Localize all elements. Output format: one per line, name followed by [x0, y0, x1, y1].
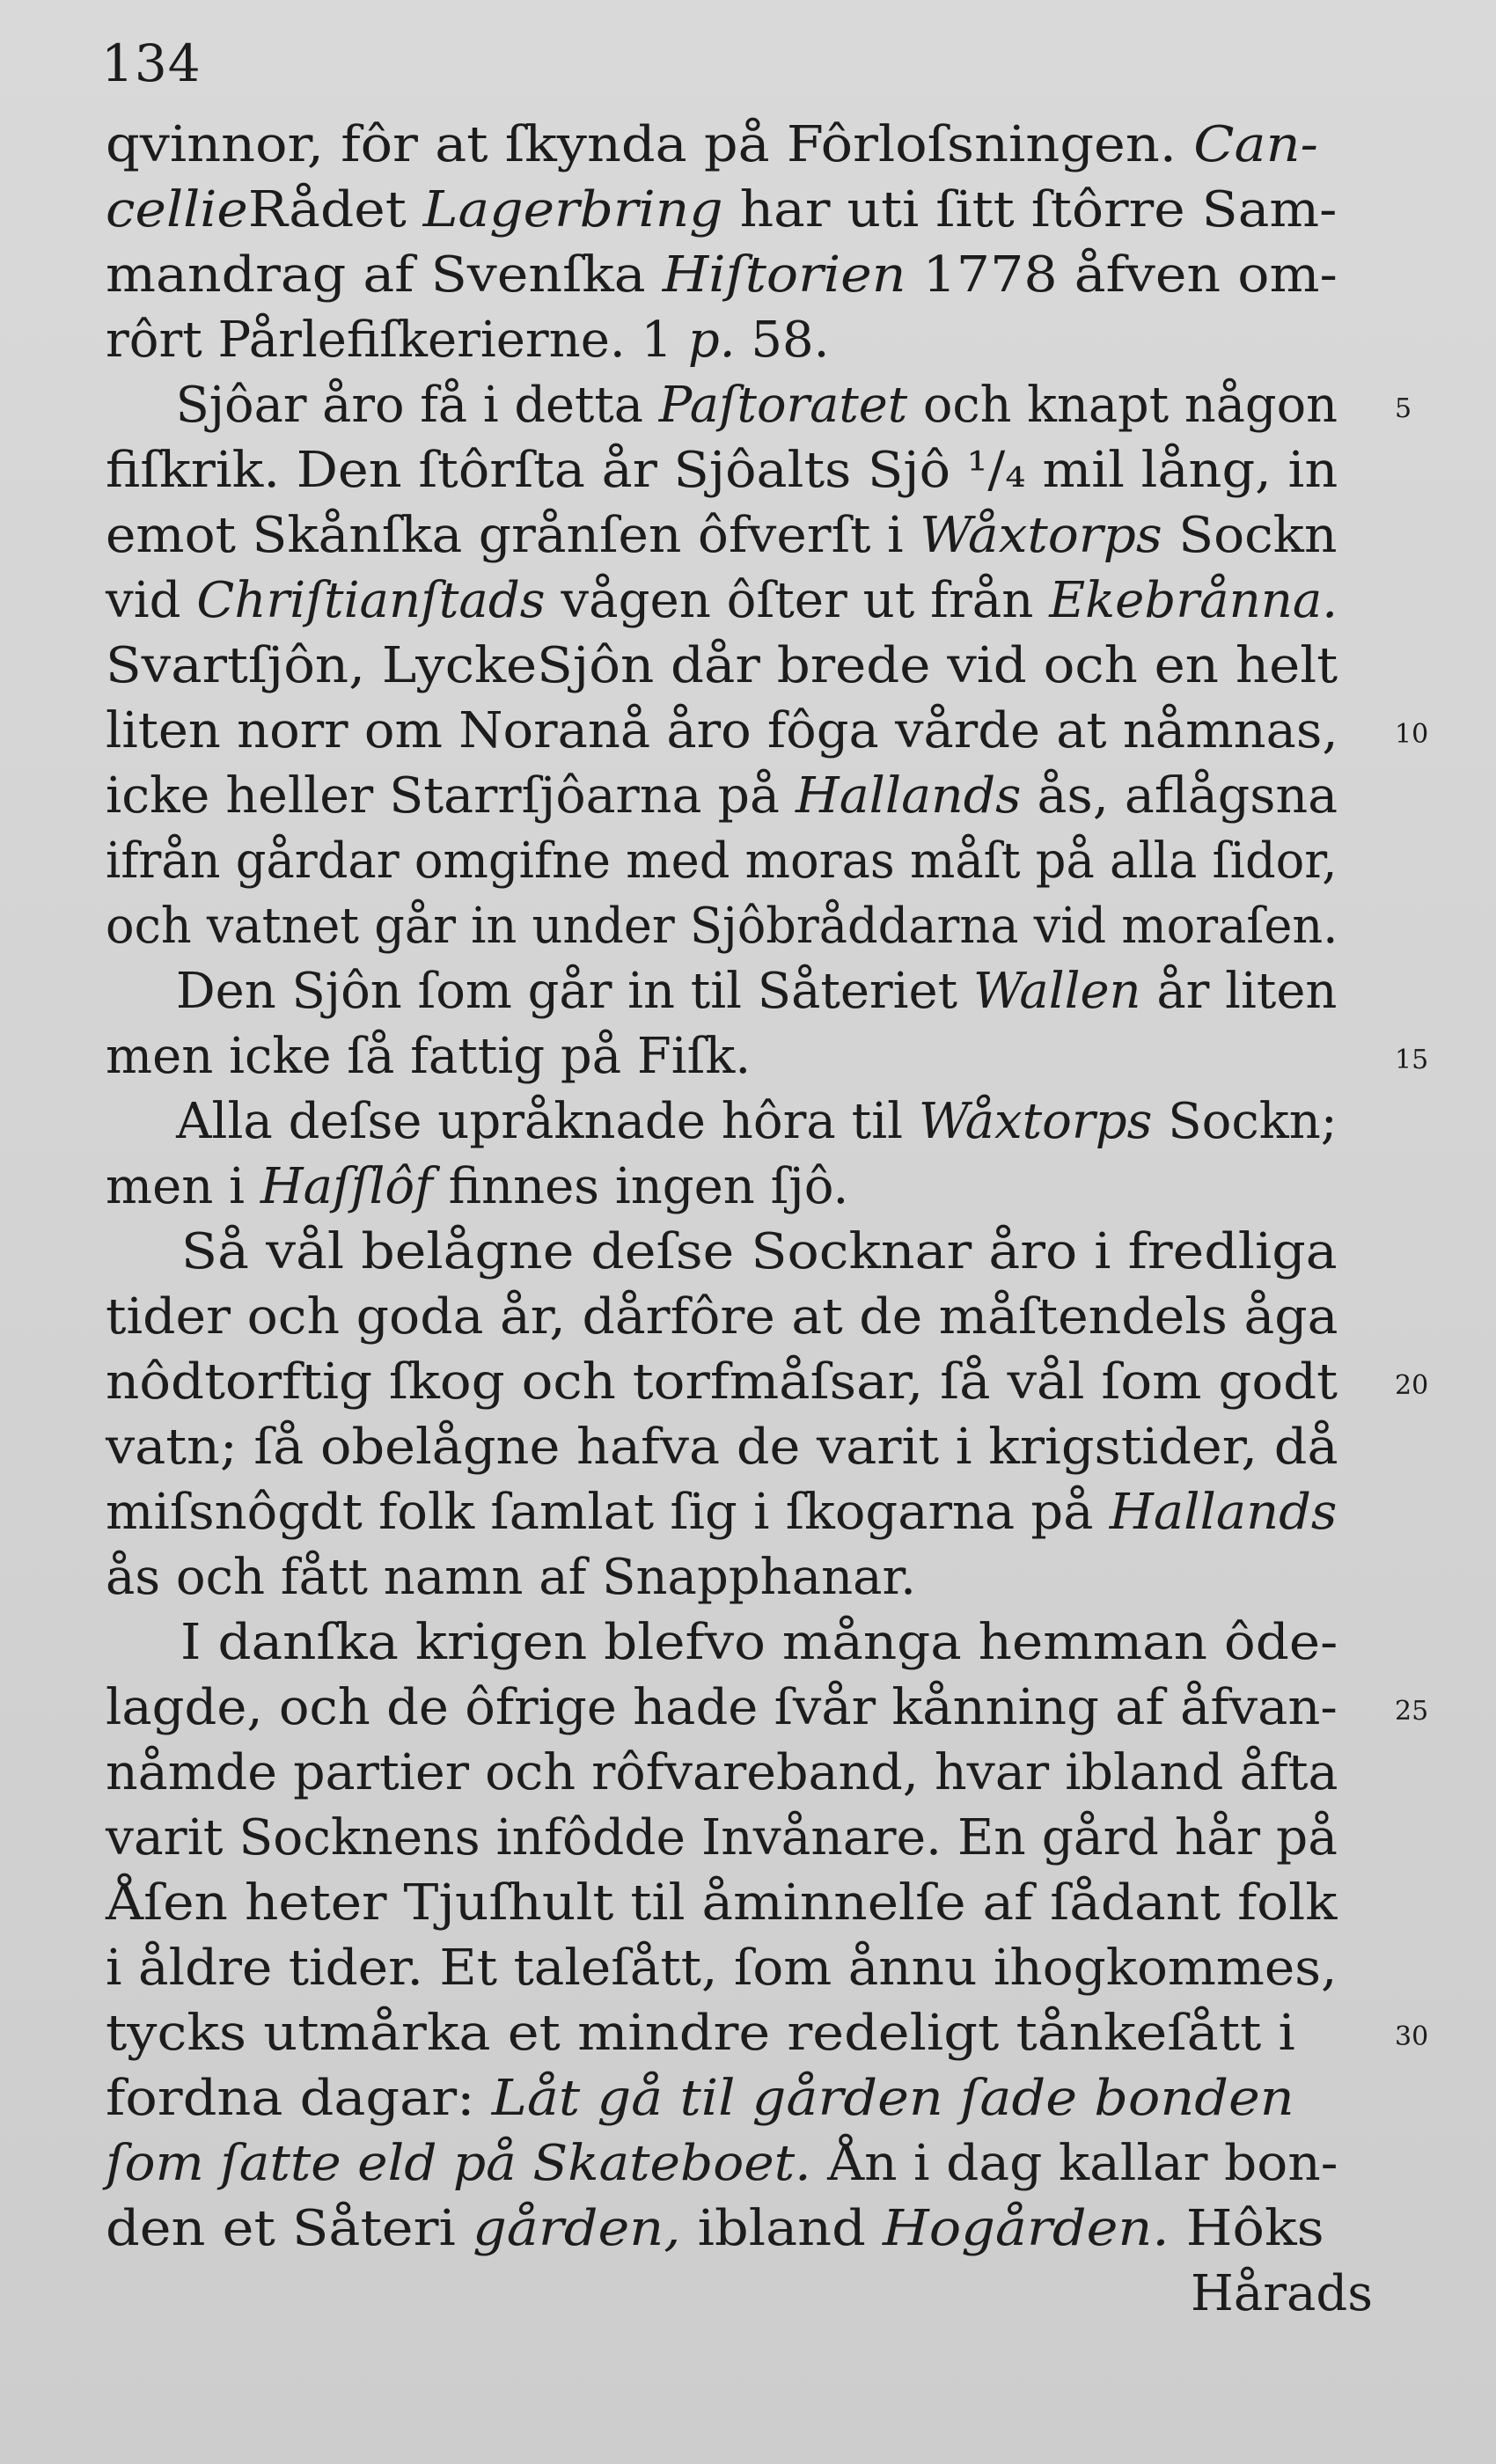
roman-text: Åſen heter Tjuſhult til åminnelſe af ſådant folk [106, 1874, 1338, 1932]
roman-text: Sjôar åro få i detta [175, 377, 659, 434]
text-line [106, 438, 1390, 503]
roman-text: år liten [1140, 963, 1338, 1020]
roman-text: den et Såteri [106, 2200, 473, 2257]
text-line [106, 2262, 1390, 2327]
text-line [106, 894, 1390, 959]
line-content [106, 959, 1337, 1024]
line-content [106, 1610, 1338, 1676]
roman-text: vid [106, 572, 197, 629]
text-line [106, 1220, 1390, 1285]
text-line [106, 829, 1390, 894]
line-content [106, 894, 1338, 959]
roman-text: I danſka krigen blefvo många hemman ôde- [180, 1614, 1338, 1671]
italic-text: Hallands [1109, 1484, 1338, 1541]
roman-text: Rådet [247, 181, 423, 238]
line-content [106, 1024, 751, 1089]
line-content [106, 308, 829, 373]
roman-text: ifrån gårdar omgifne med moras måſt på alla ſidor, [106, 832, 1338, 890]
text-line [106, 2001, 1429, 2066]
italic-text: gården, [473, 2200, 681, 2257]
line-content [106, 1089, 1338, 1155]
line-content [106, 568, 1338, 634]
line-number-marker: 25 [1395, 1696, 1429, 1727]
line-content [106, 2262, 1390, 2327]
italic-text: Wåxtorps [920, 507, 1162, 564]
roman-text: liten norr om Noranå åro fôga vårde at nåmnas, [106, 702, 1338, 759]
italic-text: Ekebrånna. [1049, 572, 1338, 629]
text-line [106, 959, 1390, 1024]
roman-text: har uti ſitt ſtôrre Sam- [722, 181, 1338, 238]
text-line [106, 1610, 1390, 1676]
italic-text: cellie [106, 181, 248, 238]
text-line [106, 178, 1390, 243]
roman-text: emot Skånſka grånſen ôfverſt i [106, 507, 920, 564]
roman-text: 1778 åfven om- [906, 246, 1338, 304]
text-line [106, 1741, 1390, 1806]
roman-text: Alla deſse upråknade hôra til [176, 1093, 919, 1150]
roman-text: tycks utmårka et mindre redeligt tånkeſått i [106, 2005, 1295, 2062]
line-content [106, 2066, 1294, 2131]
italic-text: p. [687, 312, 736, 369]
italic-text: Can- [1193, 116, 1318, 173]
roman-text: men i [106, 1158, 260, 1215]
roman-text: Sockn [1162, 507, 1338, 564]
roman-text: Hôks [1169, 2200, 1324, 2257]
line-content [106, 1415, 1338, 1480]
roman-text: i åldre tider. Et taleſått, ſom ånnu ihogkommes, [106, 1940, 1338, 1997]
roman-text: rôrt Pårlefiſkerierne. 1 [106, 312, 688, 369]
text-line [106, 113, 1390, 178]
text-line [106, 764, 1390, 829]
roman-text: Den Sjôn ſom går in til Såteriet [175, 963, 973, 1020]
roman-text: ibland [680, 2200, 884, 2257]
roman-text: qvinnor, fôr at ſkynda på Fôrloſsningen. [106, 116, 1194, 173]
line-content [106, 1350, 1338, 1415]
text-line [106, 308, 1390, 373]
line-number-marker: 10 [1395, 719, 1429, 750]
text-line [106, 699, 1429, 764]
line-content [106, 1480, 1337, 1545]
roman-text: vatn; ſå obelågne hafva de varit i krigstider, då [106, 1419, 1338, 1476]
text-line [106, 1545, 1390, 1610]
line-content [106, 1545, 916, 1610]
italic-text: Wåxtorps [918, 1093, 1153, 1150]
line-number-marker: 20 [1395, 1370, 1429, 1401]
text-line [106, 1480, 1390, 1545]
text-line [106, 2066, 1390, 2131]
roman-text: finnes ingen ſjô. [432, 1158, 849, 1215]
roman-text: ås, aflågsna [1021, 767, 1338, 825]
italic-text: Haſſlôf [260, 1158, 433, 1215]
italic-text: Wallen [972, 963, 1141, 1020]
roman-text: Svartſjôn, LyckeSjôn dår brede vid och en helt [106, 637, 1338, 694]
line-content [106, 1936, 1337, 2001]
roman-text: och knapt någon [907, 377, 1338, 434]
roman-text: Hårads [1191, 2265, 1373, 2322]
text-line [106, 1285, 1390, 1350]
roman-text: Så vål belågne deſse Socknar åro i fredliga [180, 1223, 1338, 1280]
line-content [106, 178, 1337, 243]
italic-text: Chriſtianſtads [196, 572, 546, 629]
line-content [106, 438, 1338, 503]
roman-text: och vatnet går in under Sjôbråddarna vid moraſen. [106, 898, 1338, 955]
text-line [106, 1155, 1390, 1220]
roman-text: varit Socknens infôdde Invånare. En gård hår på [106, 1809, 1338, 1866]
italic-text: Paſtoratet [658, 377, 908, 434]
line-content [106, 243, 1338, 308]
text-line [106, 1350, 1429, 1415]
line-number-marker: 5 [1395, 393, 1412, 424]
line-content [106, 1676, 1338, 1741]
roman-text: icke heller Starrſjôarna på [106, 767, 796, 825]
italic-text: Lagerbring [422, 181, 723, 238]
roman-text: lagde, och de ôfrige hade ſvår kånning af åfvan- [106, 1679, 1338, 1736]
line-content [106, 113, 1318, 178]
line-content [106, 1285, 1338, 1350]
text-line [106, 1871, 1390, 1936]
roman-text: 58. [735, 312, 830, 369]
roman-text: tider och goda år, dårfôre at de måſtendels åga [106, 1288, 1338, 1346]
roman-text: fiſkrik. Den ſtôrſta år Sjôalts Sjô ¹/₄ mil lång, in [106, 442, 1338, 499]
text-line [106, 373, 1412, 438]
line-number-marker: 30 [1395, 2021, 1429, 2052]
text-line [106, 1936, 1390, 2001]
text-line [106, 634, 1390, 699]
line-content [106, 829, 1337, 894]
italic-text: Låt gå til gården ſade bonden [491, 2070, 1294, 2127]
text-line [106, 1089, 1390, 1155]
line-content [106, 1806, 1338, 1871]
line-content [106, 2001, 1295, 2066]
text-line [106, 1806, 1390, 1871]
line-content [106, 1155, 848, 1220]
roman-text: nôdtorftig ſkog och torfmåſsar, ſå vål ſom godt [106, 1353, 1338, 1411]
roman-text: men icke ſå fattig på Fiſk. [106, 1028, 752, 1085]
text-line [106, 568, 1390, 634]
italic-text: Hogården. [883, 2200, 1170, 2257]
italic-text: Hiſtorien [662, 246, 906, 304]
text-line [106, 1676, 1429, 1741]
roman-text: Ån i dag kallar bon- [810, 2135, 1338, 2192]
line-content [106, 1741, 1338, 1806]
line-content [106, 503, 1337, 568]
line-content [106, 1871, 1337, 1936]
italic-text: ſom ſatte eld på Skateboet. [106, 2135, 811, 2192]
line-content [106, 764, 1338, 829]
text-line [106, 243, 1390, 308]
line-number-marker: 15 [1395, 1045, 1429, 1075]
text-line [106, 1024, 1429, 1089]
roman-text: Sockn; [1152, 1093, 1338, 1150]
line-content [106, 373, 1338, 438]
line-content [106, 2131, 1338, 2196]
roman-text: ås och fått namn af Snapphanar. [106, 1549, 916, 1606]
roman-text: vågen ôſter ut från [545, 572, 1050, 629]
roman-text: fordna dagar: [106, 2070, 492, 2127]
text-line [106, 2131, 1390, 2196]
line-content [106, 634, 1338, 699]
line-content [106, 2196, 1324, 2262]
text-line [106, 503, 1390, 568]
roman-text: miſsnôgdt folk ſamlat ſig i ſkogarna på [106, 1484, 1110, 1541]
italic-text: Hallands [796, 767, 1022, 825]
text-line [106, 1415, 1390, 1480]
text-line [106, 2196, 1390, 2262]
body-text [106, 113, 1429, 2327]
line-content [106, 1220, 1338, 1285]
roman-text: mandrag af Svenſka [106, 246, 663, 304]
roman-text: nåmde partier och rôfvareband, hvar ibland åfta [106, 1744, 1338, 1801]
line-content [106, 699, 1338, 764]
page-number: 134 [101, 33, 202, 93]
